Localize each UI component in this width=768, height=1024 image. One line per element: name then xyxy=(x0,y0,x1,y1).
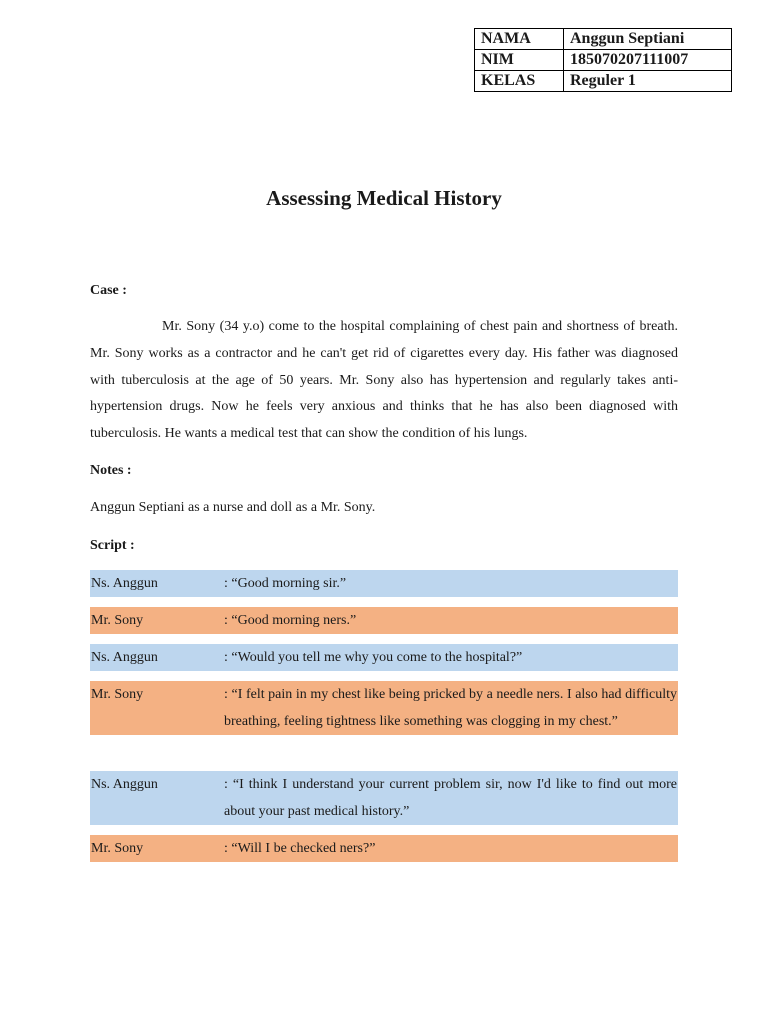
dialogue-text: : “Will I be checked ners?” xyxy=(224,841,376,856)
notes-text: Anggun Septiani as a nurse and doll as a Mr. Sony. xyxy=(90,500,376,515)
speaker-name: Ns. Anggun xyxy=(91,777,158,792)
script-line xyxy=(90,681,678,735)
identity-row-nim xyxy=(475,50,732,71)
document-title: Assessing Medical History xyxy=(266,186,502,210)
script-line xyxy=(90,644,678,671)
identity-row-nama xyxy=(475,29,732,50)
script-label: Script : xyxy=(90,538,135,553)
identity-key: NIM xyxy=(475,50,564,71)
case-paragraph: Mr. Sony (34 y.o) come to the hospital complaining of chest pain and shortness of breath. Mr. Sony works as a contractor and he can't get rid of cigarettes every day. His father was diagnosed with tuberculosis at the age of 50 years. Mr. Sony also has hypertension and regularly takes anti-hypertension drugs. Now he feels very anxious and thinks that he has also been diagnosed with tuberculosis. He wants a medical test that can show the condition of his lungs. xyxy=(90,319,678,442)
dialogue-text: : “Good morning ners.” xyxy=(224,613,357,628)
student-identity-table xyxy=(474,28,732,92)
dialogue-text: : “Good morning sir.” xyxy=(224,576,347,591)
script-line xyxy=(90,835,678,862)
dialogue-text: : “I think I understand your current problem sir, now I'd like to find out more about your past medical history.” xyxy=(224,777,677,819)
dialogue-text: : “I felt pain in my chest like being pricked by a needle ners. I also had difficulty breathing, feeling tightness like something was clogging in my chest.” xyxy=(224,687,677,729)
identity-key: KELAS xyxy=(475,71,564,92)
identity-row-kelas xyxy=(475,71,732,92)
notes-label: Notes : xyxy=(90,463,132,478)
identity-value: Reguler 1 xyxy=(564,71,732,92)
speaker-name: Mr. Sony xyxy=(91,687,144,702)
script-line xyxy=(90,570,678,597)
script-line xyxy=(90,607,678,634)
case-label: Case : xyxy=(90,283,127,298)
speaker-name: Ns. Anggun xyxy=(91,650,158,665)
speaker-name: Ns. Anggun xyxy=(91,576,158,591)
identity-value: Anggun Septiani xyxy=(564,29,732,50)
speaker-name: Mr. Sony xyxy=(91,841,144,856)
speaker-name: Mr. Sony xyxy=(91,613,144,628)
script-line xyxy=(90,771,678,825)
identity-key: NAMA xyxy=(475,29,564,50)
dialogue-text: : “Would you tell me why you come to the hospital?” xyxy=(224,650,523,665)
identity-value: 185070207111007 xyxy=(564,50,732,71)
